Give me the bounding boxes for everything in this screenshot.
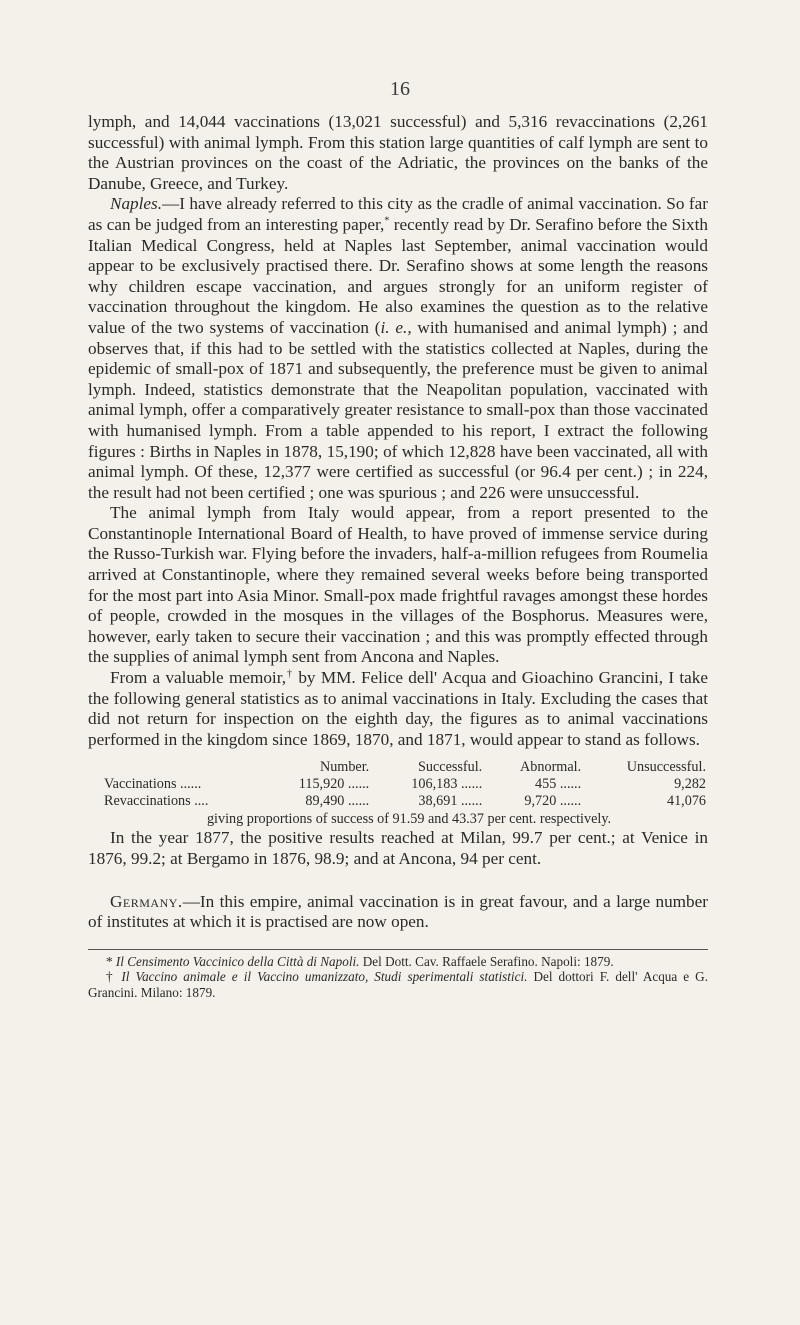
memoir-text-2: by MM. Felice dell' Acqua and Gioachino Grancini, I take the following general statistics as to animal vaccinations in Italy. Excluding the cases that did not return for inspection on the eighth day, the figures as to animal vaccinations performed in the kingdom since 1869, 1870, and 1871, would appear to stand as follows.	[88, 668, 708, 749]
table-cell: 9,720 ......	[524, 793, 582, 810]
table-cell: Vaccinations ......	[104, 776, 202, 793]
paragraph-milan: In the year 1877, the positive results reached at Milan, 99.7 per cent.; at Venice in 1876, 99.2; at Bergamo in 1876, 98.9; and at Ancona, 94 per cent.	[88, 828, 708, 868]
footnote-2-title: Il Vaccino animale e il Vaccino umanizzato, Studi sperimentali statistici.	[121, 969, 528, 985]
vaccination-stats-table	[100, 759, 710, 810]
paragraph-constantinople: The animal lymph from Italy would appear, from a report presented to the Constantinople International Board of Health, to have proved of immense service during the Russo-Turkish war. Flying before the invaders, half-a-million refugees from Roumelia arrived at Constantinople, where they remained several weeks before being transported for the most part into Asia Minor. Small-pox made frightful ravages amongst these hordes of people, crowded in the mosques in the villages of the Bosphorus. Measures were, however, early taken to secure their vaccination ; and this was promptly effected through the supplies of animal lymph sent from Ancona and Naples.	[88, 503, 708, 667]
table-header-row	[100, 759, 710, 776]
paragraph-germany	[88, 892, 708, 933]
naples-text-2: recently read by Dr. Serafino before the Sixth Italian Medical Congress, held at Naples last September, animal vaccination would appear to be exclusively practised there. Dr. Serafino shows at some length the reasons why children escape vaccination, and argues strongly for an uniform register of vaccination throughout the kingdom. He also examines the question as to the relative value of the two systems of vaccination (	[88, 214, 708, 337]
footnote-divider	[88, 949, 708, 950]
stats-note: giving proportions of success of 91.59 and 43.37 per cent. respectively.	[206, 811, 612, 828]
table-cell: 38,691 ......	[418, 793, 483, 810]
footnote-2-rest: Del dottori F. dell' Acqua e G. Grancini. Milano: 1879.	[88, 969, 709, 1000]
body-text	[88, 112, 708, 1001]
table-cell: 89,490 ......	[305, 793, 370, 810]
table-row	[100, 793, 710, 810]
paragraph-memoir	[88, 668, 708, 750]
footnote-1-mark: *	[106, 953, 113, 969]
naples-heading: Naples.	[110, 194, 163, 214]
germany-text: —In this empire, animal vaccination is in great favour, and a large number of institutes at which it is practised are now open.	[88, 891, 708, 932]
table-header	[100, 759, 261, 776]
footnote-1-title: Il Censimento Vaccinico della Città di Napoli.	[115, 953, 360, 969]
memoir-text-1: From a valuable memoir,	[110, 668, 287, 688]
table-cell: 115,920 ......	[298, 776, 370, 793]
footnote-ref-1: *	[384, 215, 390, 227]
table-header: Number.	[319, 759, 370, 776]
table-cell: 41,076	[666, 793, 706, 810]
page-number: 16	[390, 78, 410, 100]
table-row	[100, 776, 710, 793]
naples-ie: i. e.,	[380, 317, 412, 337]
table-header: Abnormal.	[520, 759, 582, 776]
table-cell: 106,183 ......	[411, 776, 483, 793]
table-cell: Revaccinations ....	[104, 793, 209, 810]
table-cell: 9,282	[674, 776, 706, 793]
footnote-1	[88, 954, 708, 970]
table-header: Unsuccessful.	[626, 759, 706, 776]
footnote-2	[88, 969, 708, 1000]
table-header: Successful.	[418, 759, 483, 776]
paragraph-lymph: lymph, and 14,044 vaccinations (13,021 successful) and 5,316 revaccinations (2,261 successful) with animal lymph. From this station large quantities of calf lymph are sent to the Austrian provinces on the coast of the Adriatic, the provinces on the banks of the Danube, Greece, and Turkey.	[88, 112, 708, 193]
naples-text-3: with humanised and animal lymph) ; and observes that, if this had to be settled with the statistics collected at Naples, during the epidemic of small-pox of 1871 and subsequently, the preference must be given to animal lymph. Indeed, statistics demonstrate that the Neapolitan population, vaccinated with animal lymph, offer a comparatively greater resistance to small-pox than those vaccinated with humanised lymph. From a table appended to his report, I extract the following figures : Births in Naples in 1878, 15,190; of which 12,828 have been vaccinated, all with animal lymph. Of these, 12,377 were certified as successful (or 96.4 per cent.) ; in 224, the result had not been certified ; one was spurious ; and 226 were unsuccessful.	[88, 317, 708, 502]
naples-text-1: —I have already referred to this city as the cradle of animal vaccination. So far as can be judged from an interesting paper,	[88, 194, 708, 234]
paragraph-naples	[88, 194, 708, 503]
footnote-2-mark: †	[106, 969, 116, 985]
germany-heading: Germany.	[110, 891, 183, 911]
footnotes	[88, 954, 708, 1001]
table-cell: 455 ......	[535, 776, 582, 793]
footnote-1-rest: Del Dott. Cav. Raffaele Serafino. Napoli: 1879.	[359, 953, 614, 969]
footnote-ref-2: †	[286, 668, 294, 680]
